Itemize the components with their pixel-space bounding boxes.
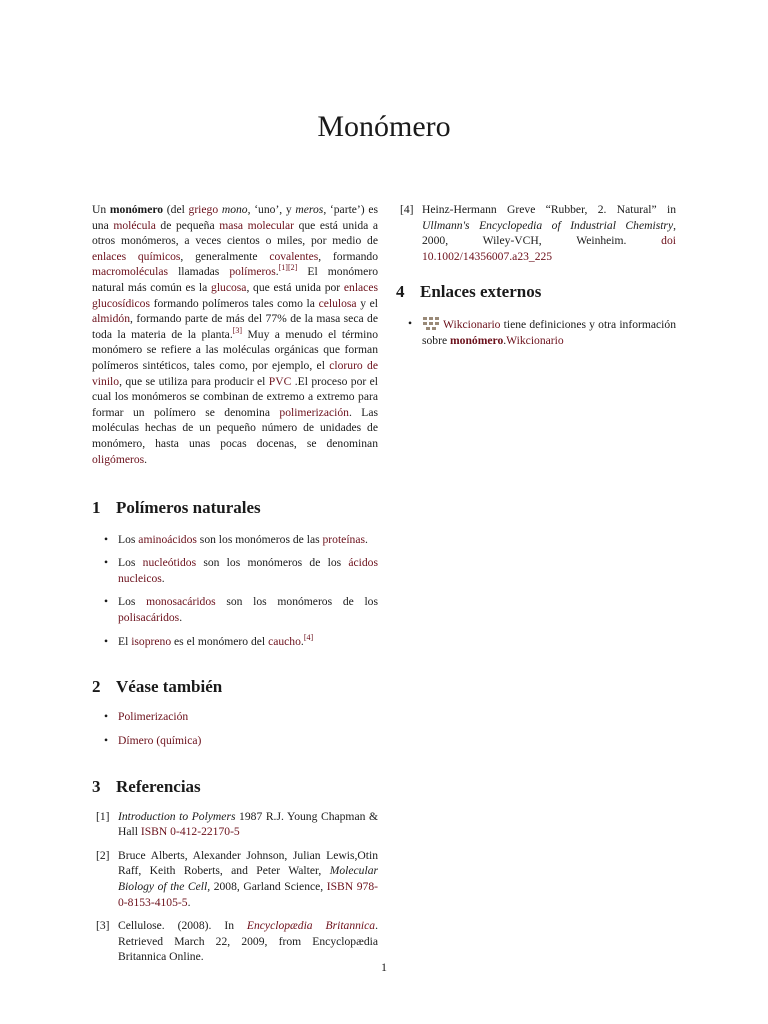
intro-italic-mono: mono bbox=[221, 203, 248, 216]
section-heading-referencias bbox=[92, 779, 378, 795]
item-text: son los monómeros de los bbox=[215, 595, 378, 609]
link-celulosa[interactable]: celulosa bbox=[318, 296, 357, 310]
section-title: Referencias bbox=[116, 777, 201, 797]
item-text: tiene definiciones y otra información sobre bbox=[422, 317, 676, 347]
reference-title: Molecular Biology of the Cell, bbox=[118, 864, 378, 893]
reference-text: 1987 R.J. Young Chapman & Hall bbox=[118, 809, 378, 839]
page-number: 1 bbox=[381, 960, 387, 974]
intro-text: , formando parte de más del 77% de la masa seca de toda la materia de la planta. bbox=[92, 312, 378, 341]
reference-item bbox=[92, 848, 378, 910]
reference-item bbox=[396, 202, 676, 264]
reference-number: [4] bbox=[400, 203, 414, 216]
link-polimerizacion[interactable]: polimerización bbox=[279, 405, 349, 419]
reference-item bbox=[92, 918, 378, 965]
reference-title: Introduction to Polymers bbox=[118, 809, 236, 823]
see-also-list bbox=[92, 709, 378, 749]
item-text: es el monómero del bbox=[171, 634, 269, 648]
link-see-also-dimero[interactable]: Dímero (química) bbox=[118, 734, 202, 748]
list-item bbox=[92, 532, 378, 548]
right-column bbox=[396, 202, 676, 348]
link-covalentes[interactable]: covalentes bbox=[269, 249, 319, 263]
intro-text: Muy a menudo el término monómero se refiere a las moléculas orgánicas que forman polímeros sintéticos, tales como, por ejemplo, el bbox=[92, 327, 378, 372]
list-item bbox=[92, 733, 378, 749]
reference-number: [2] bbox=[96, 848, 110, 862]
intro-text: , ‘uno’, y bbox=[247, 203, 296, 216]
intro-text: y el bbox=[356, 296, 378, 310]
section-number: 4 bbox=[396, 282, 405, 302]
intro-text: . Las moléculas hechas de un pequeño número de unidades de monómero, hasta unas pocas docenas, se denominan bbox=[92, 405, 378, 450]
list-item bbox=[92, 555, 378, 586]
intro-bold-term: monómero bbox=[109, 203, 164, 216]
wiktionary-icon bbox=[422, 316, 440, 330]
item-text: Los bbox=[118, 556, 143, 570]
link-oligomeros[interactable]: oligómeros bbox=[92, 452, 145, 466]
link-isopreno[interactable]: isopreno bbox=[131, 634, 172, 648]
citation-4[interactable]: [4] bbox=[303, 632, 314, 642]
link-monosacaridos[interactable]: monosacáridos bbox=[146, 595, 216, 609]
reference-title: Ullmann's Encyclopedia of Industrial Chemistry bbox=[422, 218, 674, 232]
left-column bbox=[92, 202, 378, 965]
link-wikcionario[interactable]: Wikcionario bbox=[443, 317, 501, 331]
link-doi[interactable]: doi 10.1002/14356007.a23_225 bbox=[422, 234, 676, 263]
citation-1-2[interactable]: [1][2] bbox=[278, 263, 298, 273]
intro-text: , ‘parte’) es una bbox=[92, 203, 378, 232]
intro-text: formando polímeros tales como la bbox=[149, 296, 319, 310]
link-almidon[interactable]: almidón bbox=[92, 312, 130, 326]
link-enlaces-quimicos[interactable]: enlaces químicos bbox=[92, 249, 181, 263]
reference-number: [3] bbox=[96, 919, 110, 933]
intro-paragraph bbox=[92, 202, 378, 467]
link-polisacaridos[interactable]: polisacáridos bbox=[118, 611, 180, 625]
link-see-also-polimerizacion[interactable]: Polimerización bbox=[118, 709, 189, 723]
link-polimeros[interactable]: polímeros bbox=[229, 265, 276, 279]
reference-text: Heinz-Hermann Greve “Rubber, 2. Natural” in bbox=[422, 203, 676, 216]
citation-3[interactable]: [3] bbox=[232, 325, 243, 335]
intro-text: , que está unida por bbox=[246, 280, 344, 294]
item-text: . bbox=[179, 611, 183, 625]
natural-polymers-list bbox=[92, 532, 378, 650]
link-enlaces-glucosidicos[interactable]: enlaces glucosídicos bbox=[92, 280, 378, 310]
link-isbn-2[interactable]: ISBN 978-0-8153-4105-5 bbox=[118, 880, 378, 909]
link-proteinas[interactable]: proteínas bbox=[322, 532, 365, 546]
link-griego[interactable]: griego bbox=[188, 203, 219, 216]
item-text: . bbox=[365, 532, 368, 546]
intro-text: (del bbox=[163, 203, 189, 216]
section-number: 1 bbox=[92, 498, 101, 518]
section-title: Enlaces externos bbox=[420, 282, 542, 302]
section-number: 2 bbox=[92, 677, 101, 697]
section-heading-polimeros-naturales bbox=[92, 500, 378, 516]
intro-text: llamadas bbox=[167, 265, 230, 279]
list-item bbox=[92, 709, 378, 725]
link-acidos-nucleicos[interactable]: ácidos nucleicos bbox=[118, 556, 378, 585]
section-heading-vease-tambien bbox=[92, 679, 378, 695]
reference-text: . Retrieved March 22, 2009, from Encyclopædia Britannica Online. bbox=[118, 919, 378, 964]
link-masa-molecular[interactable]: masa molecular bbox=[219, 218, 294, 232]
reference-item bbox=[92, 809, 378, 840]
external-links-list bbox=[396, 316, 676, 348]
link-pvc[interactable]: PVC bbox=[268, 374, 292, 388]
link-isbn-1[interactable]: ISBN 0-412-22170-5 bbox=[140, 825, 240, 839]
intro-text: . bbox=[275, 265, 279, 279]
list-item bbox=[92, 634, 378, 650]
link-glucosa[interactable]: glucosa bbox=[211, 280, 247, 294]
section-title: Polímeros naturales bbox=[116, 498, 261, 518]
reference-text: Bruce Alberts, Alexander Johnson, Julian Lewis,Otin Raff, Keith Roberts, and Peter Walter, bbox=[118, 848, 378, 878]
link-molecula[interactable]: molécula bbox=[113, 218, 156, 232]
item-text: son los monómeros de las bbox=[196, 532, 323, 546]
reference-text: , 2000, Wiley-VCH, Weinheim. bbox=[422, 218, 676, 248]
intro-text: , formando bbox=[318, 249, 378, 263]
item-text: . bbox=[161, 571, 165, 585]
external-bold-term: monómero bbox=[450, 333, 504, 347]
item-text: son los monómeros de los bbox=[196, 556, 349, 570]
intro-text: , generalmente bbox=[180, 249, 270, 263]
intro-text: de pequeña bbox=[155, 218, 220, 232]
list-item bbox=[396, 316, 676, 348]
section-heading-enlaces-externos bbox=[396, 284, 676, 300]
intro-text: que está unida a otros monómeros, a veces cientos o miles, por medio de bbox=[92, 218, 379, 248]
intro-text: .El proceso por el cual los monómeros se combinan de extremo a extremo para formar un polímero se denomina bbox=[92, 374, 379, 419]
intro-text: Un bbox=[92, 203, 110, 216]
intro-text: , que se utiliza para producir el bbox=[119, 374, 269, 388]
link-caucho[interactable]: caucho bbox=[268, 634, 301, 648]
references-list bbox=[92, 809, 378, 965]
item-text: . bbox=[300, 634, 304, 648]
item-text: Los bbox=[118, 532, 139, 546]
references-list-continued bbox=[396, 202, 676, 264]
item-text: . bbox=[503, 333, 507, 347]
item-text: El bbox=[118, 634, 132, 648]
intro-text: . bbox=[144, 452, 148, 466]
link-aminoacidos[interactable]: aminoácidos bbox=[138, 532, 197, 546]
intro-italic-meros: meros bbox=[295, 203, 324, 216]
intro-text: El monómero natural más común es la bbox=[92, 265, 378, 294]
section-title: Véase también bbox=[116, 677, 223, 697]
link-encyclopaedia-britannica[interactable]: Encyclopædia Britannica bbox=[246, 919, 376, 933]
reference-text: . bbox=[187, 895, 191, 909]
list-item bbox=[92, 594, 378, 625]
page-title: Monómero bbox=[317, 110, 451, 143]
reference-text: 2008, Garland Science, bbox=[210, 880, 327, 893]
link-cloruro-de-vinilo[interactable]: cloruro de vinilo bbox=[92, 358, 378, 388]
section-number: 3 bbox=[92, 777, 101, 797]
reference-number: [1] bbox=[96, 809, 110, 823]
reference-text: Cellulose. (2008). In bbox=[118, 919, 247, 933]
link-nucleotidos[interactable]: nucleótidos bbox=[142, 556, 197, 570]
item-text: Los bbox=[118, 595, 147, 609]
link-wikcionario-2[interactable]: Wikcionario bbox=[506, 333, 564, 347]
link-macromoleculas[interactable]: macromoléculas bbox=[92, 265, 168, 279]
